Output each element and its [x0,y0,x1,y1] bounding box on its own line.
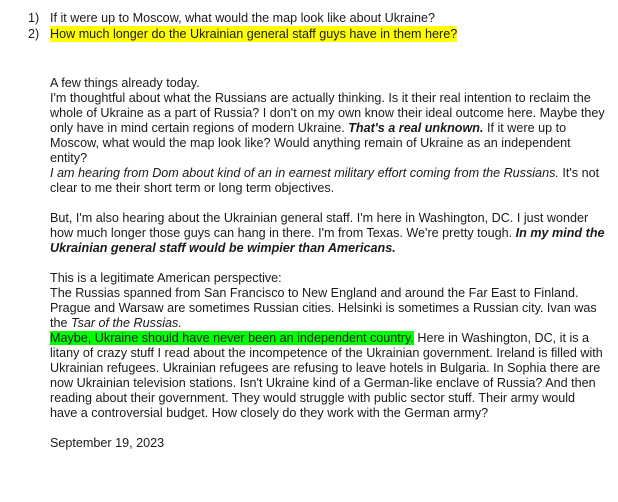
document-body [50,76,605,451]
document-date: September 19, 2023 [50,436,165,450]
paragraph-perspective [50,271,605,421]
paragraph-text [50,91,605,166]
paragraph-text [50,331,605,421]
list-item [28,10,457,26]
list-item [28,26,457,42]
paragraph-general-staff [50,211,605,256]
paragraph-intro [50,76,605,196]
text-run: I'm thoughtful about what the Russians are actually thinking. Is it their real intention to reclaim the whole of Ukraine as a part of Russia? I don't on my own know their ideal outcome here. Maybe they only have in mind certain regions of modern Ukraine. [50,91,605,135]
text-run: If it were up to Moscow, what would the map look like? Would anything remain of Ukraine as an independent entity? [50,121,571,165]
emphasis-text: That's a real unknown. [348,121,484,135]
list-number: 1) [28,11,40,25]
text-run: The Russias spanned from San Francisco to New England and around the Far East to Finland. Prague and Warsaw are sometimes Russian cities. Helsinki is sometimes a Russian city. Ivan was the [50,286,597,330]
paragraph-text [50,286,605,331]
highlighted-sentence: Maybe, Ukraine should have never been an independent country. [50,331,414,345]
paragraph-text [50,166,605,196]
emphasis-text: In my mind the Ukrainian general staff would be wimpier than Americans. [50,226,605,255]
italic-text: Tsar of the Russias. [71,316,182,330]
paragraph-line: This is a legitimate American perspective: [50,271,282,285]
highlighted-question: How much longer do the Ukrainian general staff guys have in them here? [50,27,458,41]
text-run: Here in Washington, DC, it is a litany of crazy stuff I read about the incompetence of the Ukrainian government. Ireland is filled with Ukrainian refugees. Ukrainian refugees are refusing to leave hotels in Bulgaria. In Sophia there are now Ukrainian television stations. Isn't Ukraine kind of a German-like enclave of Russia? And then reading about their government. They would struggle with public sector stuff. Their army would have a controversial budget. How closely do they work with the German army? [50,331,603,420]
italic-text: I am hearing from Dom about kind of an in earnest military effort coming from the Russians. [50,166,559,180]
text-run: It's not clear to me their short term or long term objectives. [50,166,600,195]
text-run: But, I'm also hearing about the Ukrainian general staff. I'm here in Washington, DC. I just wonder how much longer those guys can hang in there. I'm from Texas. We're pretty tough. [50,211,589,240]
list-number: 2) [28,27,40,41]
paragraph-line: A few things already today. [50,76,200,90]
question-list [28,10,457,42]
list-item-text: If it were up to Moscow, what would the map look like about Ukraine? [50,11,436,25]
